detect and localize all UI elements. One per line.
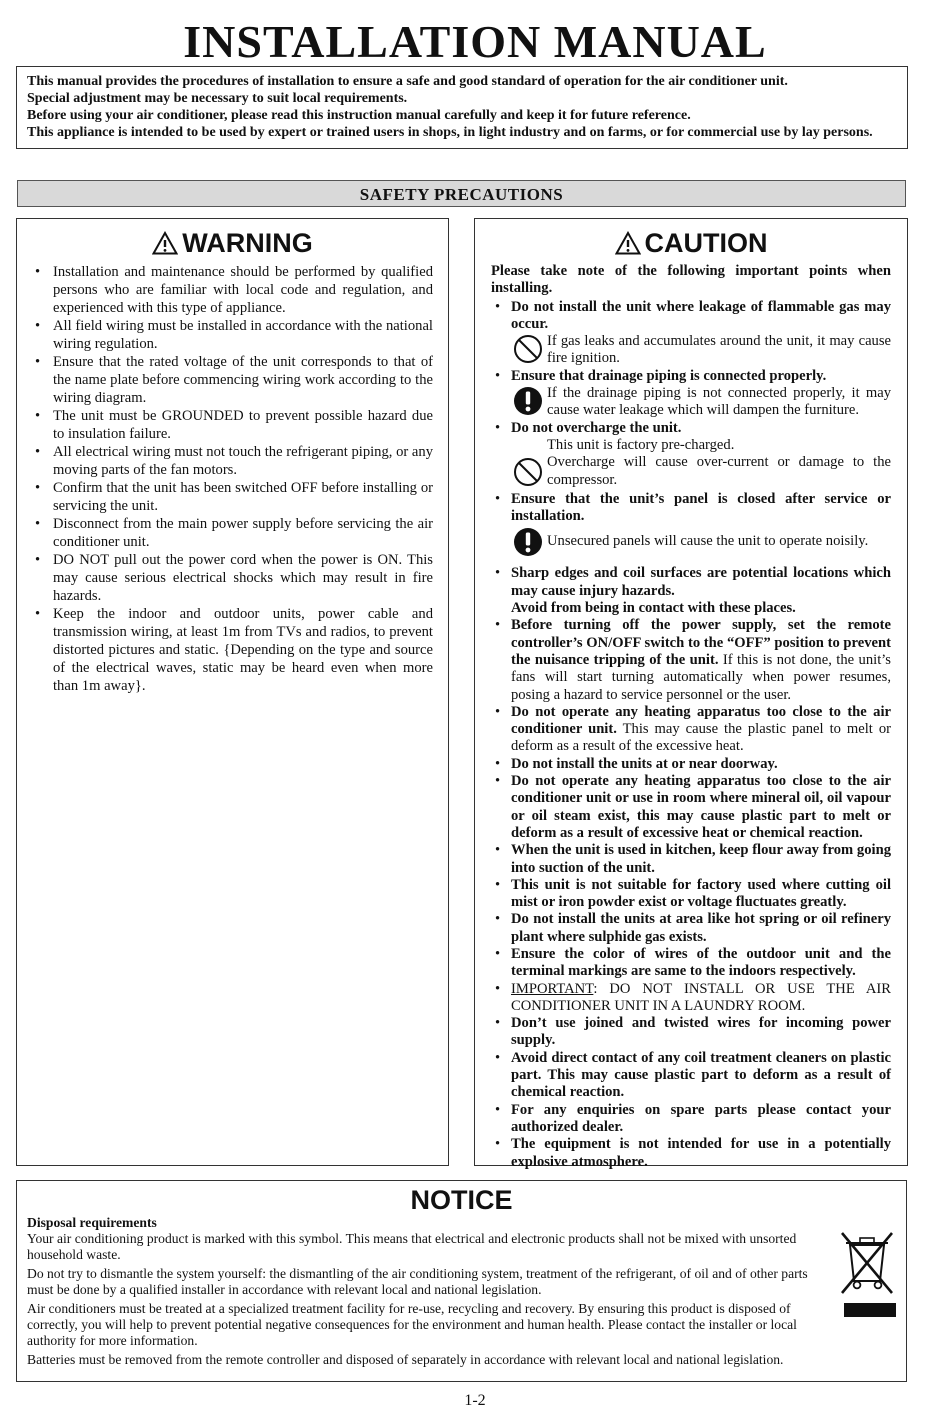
item-text: This may cause the plastic panel to melt or deform as a result of the excessive heat. — [511, 721, 891, 755]
item-text: This unit is not suitable for factory used where cutting oil mist or iron powder exist or voltage fluctuates greatly. — [511, 876, 891, 911]
notice-text — [27, 1215, 832, 1371]
note-text: If gas leaks and accumulates around the unit, it may cause fire ignition. — [547, 333, 891, 367]
list-item — [491, 981, 891, 1016]
warning-box — [16, 218, 449, 1166]
list-item: • Ensure that the rated voltage of the unit corresponds to that of the name plate before commencing wiring work according to the wiring diagram. — [31, 353, 433, 407]
item-text: Ensure the color of wires of the outdoor unit and the terminal markings are same to the indoors respectively. — [511, 945, 891, 980]
note-text: This unit is factory pre-charged. — [547, 436, 735, 453]
caution-lead: Please take note of the following important points when installing. — [491, 263, 891, 297]
item-note — [511, 385, 891, 420]
list-item — [491, 420, 891, 489]
exclamation-circle-icon — [513, 386, 543, 416]
list-item — [491, 842, 891, 877]
prohibited-circle-icon — [513, 457, 543, 487]
item-text: Don’t use joined and twisted wires for incoming power supply. — [511, 1015, 891, 1049]
notice-heading: NOTICE — [410, 1185, 513, 1215]
notice-paragraph: Do not try to dismantle the system yourself: the dismantling of the air conditioning system, treatment of the refrigerant, of oil and of other parts must be done by a qualified installer in accordance with relevant local and national legislation. — [27, 1266, 808, 1297]
page-title: INSTALLATION MANUAL — [183, 16, 767, 67]
list-item — [491, 756, 891, 773]
item-text: Ensure that drainage piping is connected properly. — [511, 367, 827, 384]
list-item: • The unit must be GROUNDED to prevent possible hazard due to insulation failure. — [31, 407, 433, 443]
item-text: Do not install the units at area like hot spring or oil refinery plant where sulphide gas exists. — [511, 911, 891, 945]
item-text: Sharp edges and coil surfaces are potential locations which may cause injury hazards. — [511, 565, 891, 599]
note-text: Overcharge will cause over-current or damage to the compressor. — [547, 454, 891, 488]
crossed-out-bin-icon — [840, 1229, 894, 1295]
list-item — [491, 1102, 891, 1137]
caution-box — [474, 218, 908, 1170]
warning-heading-text: WARNING — [182, 228, 313, 258]
list-item — [491, 491, 891, 564]
safety-precautions-header: SAFETY PRECAUTIONS — [17, 180, 906, 207]
notice-paragraph: Batteries must be removed from the remote controller and disposed of separately in accordance with relevant local and national legislation. — [27, 1352, 784, 1367]
prohibited-circle-icon — [513, 334, 543, 364]
important-label: IMPORTANT — [511, 980, 594, 997]
item-text: : DO NOT INSTALL OR USE THE AIR CONDITIONER UNIT IN A LAUNDRY ROOM. — [511, 980, 891, 1014]
item-note — [511, 333, 891, 368]
list-item: • Confirm that the unit has been switched OFF before installing or servicing the unit. — [31, 479, 433, 515]
item-text: The equipment is not intended for use in a potentially explosive atmosphere. — [511, 1136, 891, 1170]
notice-paragraph: Air conditioners must be treated at a specialized treatment facility for re-use, recycling and recovery. By ensuring this product is disposed of correctly, you will help to prevent potential negative consequences for the environment and human health. Please contact the installer or local authority for more information. — [27, 1301, 797, 1348]
intro-box — [16, 66, 908, 149]
item-text: Ensure that the unit’s panel is closed after service or installation. — [511, 490, 891, 525]
list-item — [491, 1015, 891, 1050]
list-item: • Keep the indoor and outdoor units, power cable and transmission wiring, at least 1m from TVs and radios, to prevent distorted pictures and static. {Depending on the type and source of the electrical waves, static may be heard even when more than 1m away}. — [31, 605, 433, 695]
item-text: Do not install the unit where leakage of flammable gas may occur. — [511, 298, 891, 332]
warning-list — [31, 263, 433, 695]
caution-heading-text: CAUTION — [644, 228, 768, 258]
item-text: Do not operate any heating apparatus too close to the air conditioner unit. — [511, 703, 891, 738]
list-item: • Disconnect from the main power supply before servicing the air conditioner unit. — [31, 515, 433, 551]
intro-line: This manual provides the procedures of installation to ensure a safe and good standard of operation for the air conditioner unit. — [27, 74, 788, 89]
list-item — [491, 565, 891, 617]
intro-line: Before using your air conditioner, please read this instruction manual carefully and keep it for future reference. — [27, 108, 691, 123]
list-item: • All electrical wiring must not touch the refrigerant piping, or any moving parts of the fan motors. — [31, 443, 433, 479]
list-item: • DO NOT pull out the power cord when the power is ON. This may cause serious electrical shocks which may result in fire hazards. — [31, 551, 433, 605]
list-item — [491, 1136, 891, 1171]
intro-line: Special adjustment may be necessary to suit local requirements. — [27, 91, 408, 106]
caution-list — [491, 263, 891, 1171]
note-text: Unsecured panels will cause the unit to operate noisily. — [547, 533, 869, 550]
warning-heading — [17, 227, 448, 259]
page-number: 1-2 — [464, 1392, 486, 1409]
list-item — [491, 368, 891, 420]
list-item — [491, 946, 891, 981]
disposal-subtitle: Disposal requirements — [27, 1215, 157, 1230]
notice-paragraph: Your air conditioning product is marked with this symbol. This means that electrical and electronic products shall not be mixed with unsorted household waste. — [27, 1231, 797, 1262]
item-text: Do not overcharge the unit. — [511, 419, 682, 436]
item-text: For any enquiries on spare parts please contact your authorized dealer. — [511, 1101, 891, 1135]
exclamation-circle-icon — [513, 527, 543, 557]
intro-line: This appliance is intended to be used by expert or trained users in shops, in light industry and on farms, or for commercial use by lay persons. — [27, 125, 873, 140]
list-item — [491, 299, 891, 368]
item-text: Avoid from being in contact with these places. — [511, 600, 796, 617]
caution-heading — [475, 227, 907, 259]
note-text: If the drainage piping is not connected properly, it may cause water leakage which will dampen the furniture. — [547, 385, 891, 419]
list-item: • Installation and maintenance should be performed by qualified persons who are familiar with local code and regulation, and experienced with this type of appliance. — [31, 263, 433, 317]
weee-black-bar — [844, 1303, 896, 1317]
list-item — [491, 911, 891, 946]
warning-triangle-icon — [615, 231, 641, 255]
item-text: If this is not done, the unit’s fans will start turning automatically when power resumes, posing a hazard to service personnel or the user. — [511, 651, 891, 703]
list-item: • All field wiring must be installed in accordance with the national wiring regulation. — [31, 317, 433, 353]
item-text: When the unit is used in kitchen, keep flour away from going into suction of the unit. — [511, 842, 891, 876]
item-text: Before turning off the power supply, set the remote controller’s ON/OFF switch to the “OFF” position to prevent the nuisance tripping of the unit. — [511, 617, 891, 668]
list-item — [491, 617, 891, 703]
list-item — [491, 877, 891, 912]
notice-box — [16, 1180, 907, 1382]
item-text: Avoid direct contact of any coil treatment cleaners on plastic part. This may cause plastic part to deform as a result of chemical reaction. — [511, 1049, 891, 1101]
item-text: Do not install the units at or near doorway. — [511, 755, 778, 772]
item-text: Do not operate any heating apparatus too close to the air conditioner unit or use in room where mineral oil, oil vapour or oil steam exist, this may cause plastic part to melt or deform as a result of excessive heat or chemical reaction. — [511, 773, 891, 841]
warning-triangle-icon — [152, 231, 178, 255]
list-item — [491, 704, 891, 756]
list-item — [491, 773, 891, 842]
item-note — [511, 437, 891, 489]
item-note — [511, 525, 891, 563]
list-item — [491, 1050, 891, 1102]
